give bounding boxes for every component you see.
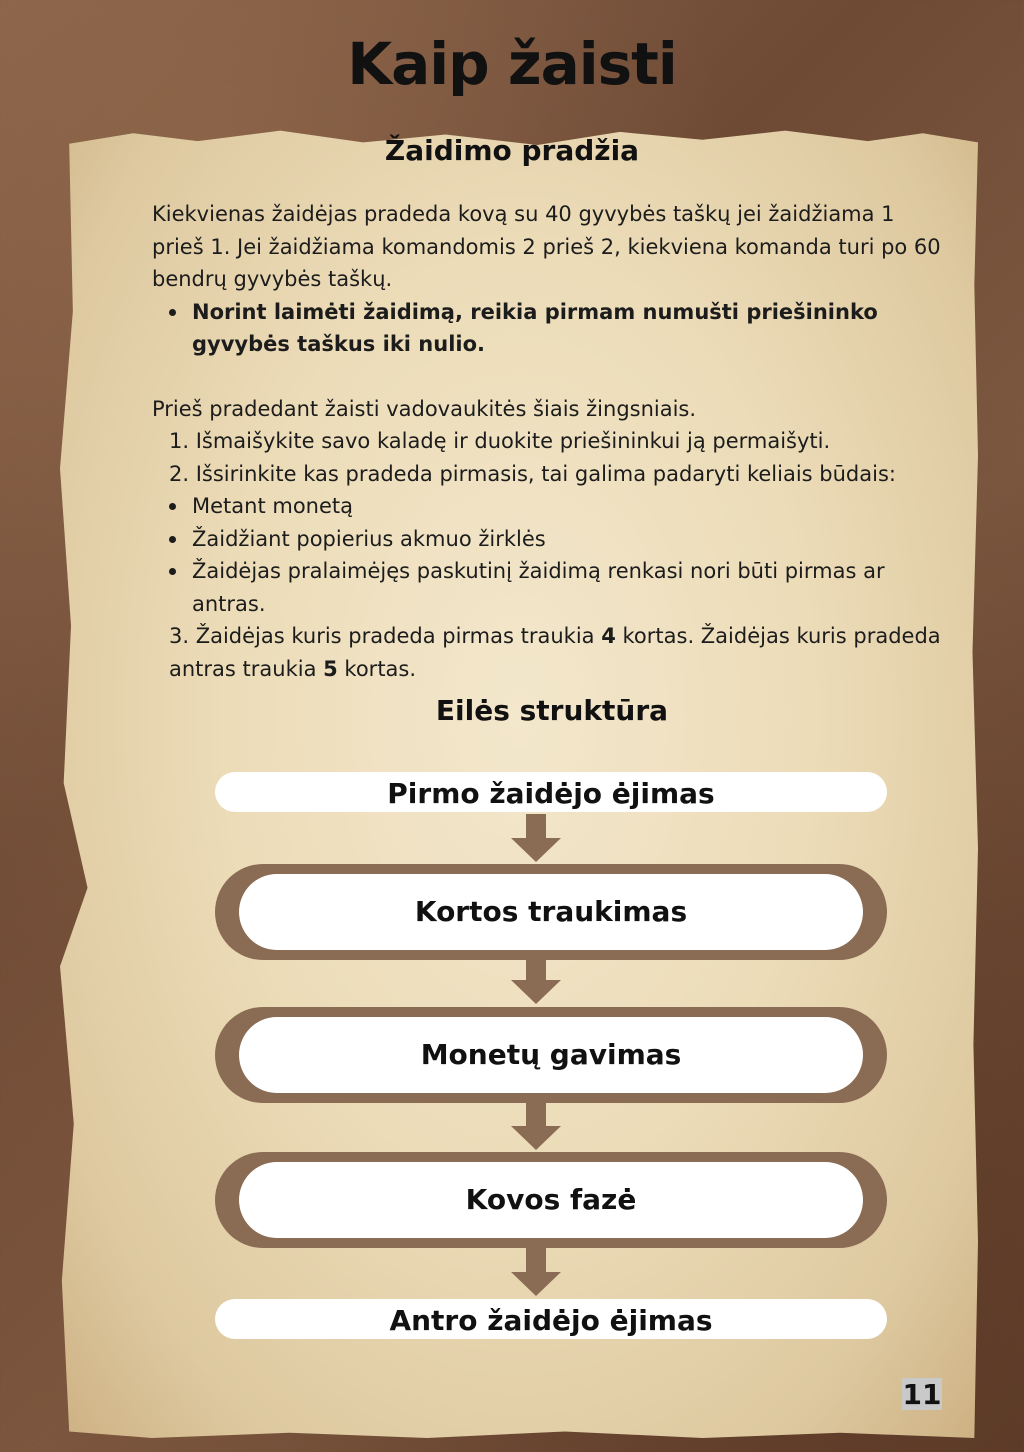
option-item: Žaidėjas pralaimėjęs paskutinį žaidimą renkasi nori būti pirmas ar antras. xyxy=(152,555,952,620)
arrow-down-icon xyxy=(511,814,561,862)
step-3 xyxy=(152,620,952,685)
option-item: Žaidžiant popierius akmuo žirklės xyxy=(152,523,952,556)
steps-intro: Prieš pradedant žaisti vadovaukitės šiais žingsniais. xyxy=(152,396,697,421)
first-player-options xyxy=(152,490,952,620)
flow-phase-combat xyxy=(215,1152,887,1248)
arrow-down-icon xyxy=(511,956,561,1004)
step-3-text-c: kortas. xyxy=(337,656,417,681)
arrow-down-icon xyxy=(511,1102,561,1150)
flow-phase-draw xyxy=(215,864,887,960)
flow-end: Antro žaidėjo ėjimas xyxy=(215,1299,887,1339)
intro-paragraph: Kiekvienas žaidėjas pradeda kovą su 40 gyvybės taškų jei žaidžiama 1 prieš 1. Jei žaidžiama komandomis 2 prieš 2, kiekviena komanda turi po 60 bendrų gyvybės taškų. xyxy=(152,202,941,291)
game-start-text xyxy=(152,198,952,685)
flow-phase-label: Kovos fazė xyxy=(239,1162,863,1238)
win-rule: Norint laimėti žaidimą, reikia pirmam numušti priešininko gyvybės taškus iki nulio. xyxy=(152,296,952,361)
arrow-down-icon xyxy=(511,1248,561,1296)
step-3-text-b: kortas. Žaidėjas kuris pradeda antras traukia xyxy=(169,624,941,681)
option-item: Metant monetą xyxy=(152,490,952,523)
page-number: 11 xyxy=(902,1378,942,1411)
flow-phase-label: Monetų gavimas xyxy=(239,1017,863,1093)
section-heading-turn-structure: Eilės struktūra xyxy=(435,694,669,727)
step-3-text-a: 3. Žaidėjas kuris pradeda pirmas traukia xyxy=(169,624,602,648)
section-heading-game-start: Žaidimo pradžia xyxy=(384,134,640,167)
flow-start: Pirmo žaidėjo ėjimas xyxy=(215,772,887,812)
step-1: 1. Išmaišykite savo kaladę ir duokite priešininkui ją permaišyti. xyxy=(169,429,831,453)
win-rule-list xyxy=(152,296,952,361)
second-draw-count: 5 xyxy=(323,656,338,681)
flow-phase-coins xyxy=(215,1007,887,1103)
first-draw-count: 4 xyxy=(601,624,616,648)
step-2: 2. Išsirinkite kas pradeda pirmasis, tai galima padaryti keliais būdais: xyxy=(169,461,896,486)
flow-phase-label: Kortos traukimas xyxy=(239,874,863,950)
page-title: Kaip žaisti xyxy=(347,30,677,98)
